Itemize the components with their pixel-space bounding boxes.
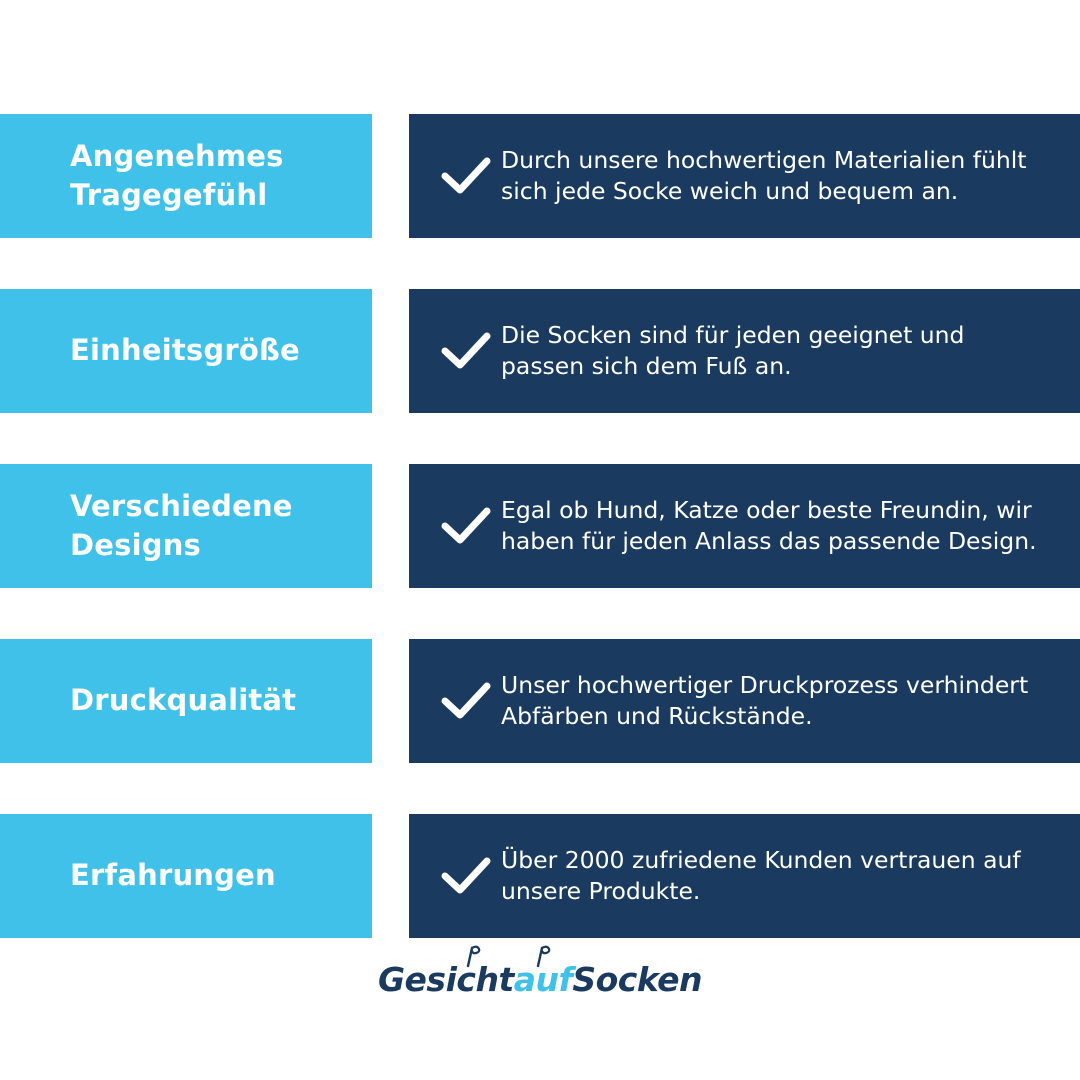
feature-description: Unser hochwertiger Druckprozess verhindert Abfärben und Rückstände. (501, 670, 1029, 730)
feature-description: Egal ob Hund, Katze oder beste Freundin, wir haben für jeden Anlass das passende Design. (501, 495, 1037, 555)
feature-row (0, 464, 1080, 588)
check-icon (409, 682, 501, 720)
feature-description-box (409, 114, 1080, 238)
feature-label: Angenehmes Tragegefühl (70, 138, 284, 212)
logo-part-one: Gesicht (377, 960, 514, 999)
feature-row (0, 114, 1080, 238)
feature-description-box (409, 814, 1080, 938)
logo-part-two: Socken (572, 960, 703, 999)
feature-row (0, 814, 1080, 938)
feature-label-box (0, 639, 372, 763)
logo-accent: auf (513, 960, 573, 999)
feature-row (0, 289, 1080, 413)
feature-label-box (0, 114, 372, 238)
brand-logo (0, 960, 1080, 999)
feature-description-box (409, 464, 1080, 588)
feature-label-box (0, 464, 372, 588)
feature-label-box (0, 814, 372, 938)
feature-description: Über 2000 zufriedene Kunden vertrauen auf unsere Produkte. (501, 845, 1021, 905)
feature-description: Durch unsere hochwertigen Materialien fühlt sich jede Socke weich und bequem an. (501, 145, 1027, 205)
feature-description-box (409, 289, 1080, 413)
check-icon (409, 157, 501, 195)
feature-list (0, 114, 1080, 989)
logo-decoration-icon (440, 942, 580, 968)
feature-label: Erfahrungen (70, 858, 276, 893)
feature-label: Druckqualität (70, 683, 297, 718)
check-icon (409, 857, 501, 895)
feature-label: Einheitsgröße (70, 333, 300, 368)
check-icon (409, 332, 501, 370)
feature-label: Verschiedene Designs (70, 488, 293, 562)
feature-description: Die Socken sind für jeden geeignet und passen sich dem Fuß an. (501, 320, 965, 380)
feature-row (0, 639, 1080, 763)
feature-label-box (0, 289, 372, 413)
check-icon (409, 507, 501, 545)
feature-description-box (409, 639, 1080, 763)
